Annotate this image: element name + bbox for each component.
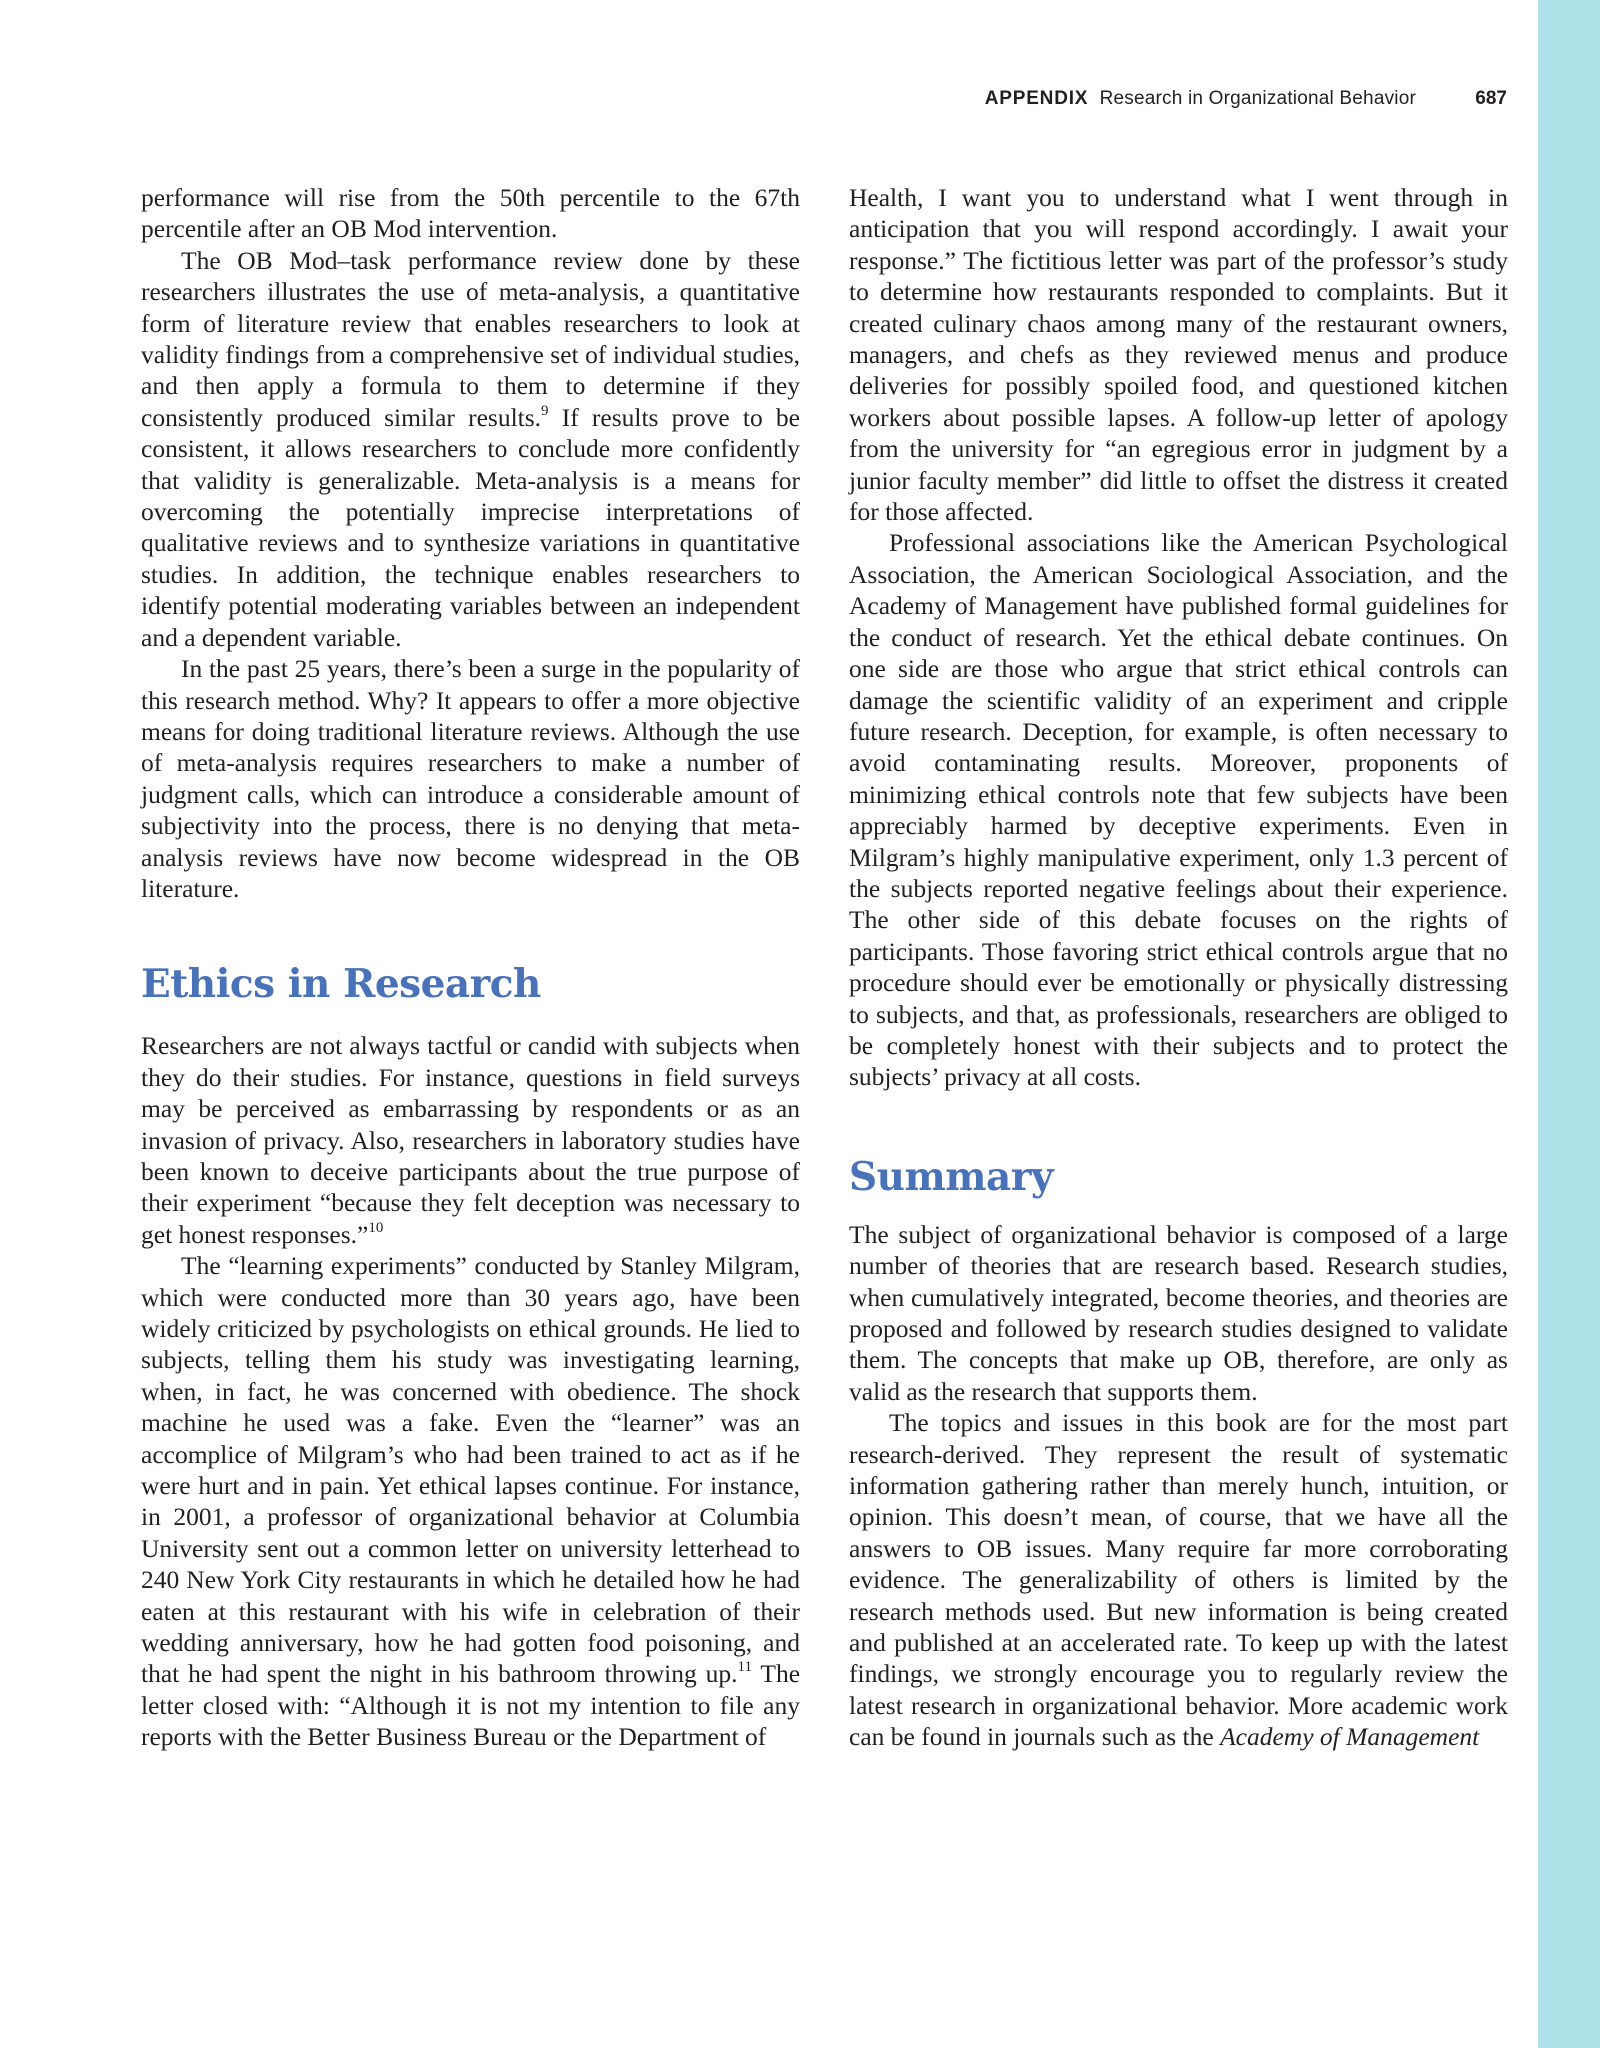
paragraph-text: Researchers are not always tactful or candid with subjects when they do their studies. For instance, questions in field surveys may be perceived as embarrassing by respondents or as an invasion of privacy. Also, researchers in laboratory studies have been known to deceive participants about the true purpose of their experiment “because they felt deception was necessary to get honest responses.” <box>141 1031 800 1249</box>
paragraph <box>849 1407 1508 1752</box>
left-column <box>141 182 800 1753</box>
page-number: 687 <box>1475 88 1507 109</box>
section-heading-ethics: Ethics in Research <box>141 961 541 1008</box>
paragraph <box>849 527 1508 1092</box>
paragraph <box>141 182 800 245</box>
journal-title: Academy of Management <box>1220 1722 1480 1752</box>
footnote-marker: 11 <box>737 1659 752 1676</box>
paragraph-text: The letter closed with: “Although it is not my intention to file any reports with the Better Business Bureau or the Department of <box>141 1659 801 1752</box>
paragraph <box>141 653 800 904</box>
footnote-marker: 9 <box>541 402 549 419</box>
paragraph-text: performance will rise from the 50th percentile to the 67th percentile after an OB Mod intervention. <box>141 183 800 244</box>
section-heading-summary: Summary <box>849 1153 1054 1200</box>
right-column <box>849 182 1508 1753</box>
paragraph <box>141 1030 800 1250</box>
paragraph <box>849 182 1508 527</box>
running-head <box>985 88 1507 118</box>
paragraph-text: The “learning experiments” conducted by Stanley Milgram, which were conducted more than 30 years ago, have been widely criticized by psychologists on ethical grounds. He lied to subjects, telling them his study was investigating learning, when, in fact, he was concerned with obedience. The shock machine he used was a fake. Even the “learner” was an accomplice of Milgram’s who had been trained to act as if he were hurt and in pain. Yet ethical lapses continue. For instance, in 2001, a professor of organizational behavior at Columbia University sent out a common letter on university letterhead to 240 New York City restaurants in which he detailed how he had eaten at this restaurant with his wife in celebration of their wedding anniversary, how he had gotten food poisoning, and that he had spent the night in his bathroom throwing up. <box>141 1251 800 1689</box>
paragraph <box>141 245 800 653</box>
footnote-marker: 10 <box>368 1219 384 1236</box>
running-head-label: APPENDIX <box>984 88 1089 109</box>
paragraph <box>849 1219 1508 1407</box>
paragraph-text: Health, I want you to understand what I went through in anticipation that you will respond accordingly. I await your response.” The fictitious letter was part of the professor’s study to determine how restaurants responded to complaints. But it created culinary chaos among many of the restaurant owners, managers, and chefs as they reviewed menus and produce deliveries for possibly spoiled food, and questioned kitchen workers about possible lapses. A follow-up letter of apology from the university for “an egregious error in judgment by a junior faculty member” did little to offset the distress it created for those affected. <box>849 183 1508 527</box>
running-head-title: Research in Organizational Behavior <box>1099 88 1417 109</box>
decorative-side-band <box>1538 0 1600 2048</box>
paragraph-text: If results prove to be consistent, it allows researchers to conclude more confidently that validity is generalizable. Meta-analysis is a means for overcoming the potentially imprecise interpretations of qualitative reviews and to synthesize variations in quantitative studies. In addition, the technique enables researchers to identify potential moderating variables between an independent and a dependent variable. <box>141 402 800 652</box>
paragraph-text: The OB Mod–task performance review done by these researchers illustrates the use of meta-analysis, a quantitative form of literature review that enables researchers to look at validity findings from a comprehensive set of individual studies, and then apply a formula to them to determine if they consistently produced similar results. <box>141 245 800 432</box>
paragraph-text: Professional associations like the American Psychological Association, the American Sociological Association, and the Academy of Management have published formal guidelines for the conduct of research. Yet the ethical debate continues. On one side are those who argue that strict ethical controls can damage the scientific validity of an experiment and cripple future research. Deception, for example, is often necessary to avoid contaminating results. Moreover, proponents of minimizing ethical controls note that few subjects have been appreciably harmed by deceptive experiments. Even in Milgram’s highly manipulative experiment, only 1.3 percent of the subjects reported negative feelings about their experience. The other side of this debate focuses on the rights of participants. Those favoring strict ethical controls argue that no procedure should ever be emotionally or physically distressing to subjects, and that, as professionals, researchers are obliged to be completely honest with their subjects and to protect the subjects’ privacy at all costs. <box>849 528 1508 1092</box>
paragraph-text: The topics and issues in this book are for the most part research-derived. They represent the result of systematic information gathering rather than merely hunch, intuition, or opinion. This doesn’t mean, of course, that we have all the answers to OB issues. Many require far more corroborating evidence. The generalizability of others is limited by the research methods used. But new information is being created and published at an accelerated rate. To keep up with the latest findings, we strongly encourage you to regularly review the latest research in organizational behavior. More academic work can be found in journals such as the <box>849 1408 1508 1752</box>
paragraph <box>141 1250 800 1753</box>
paragraph-text: In the past 25 years, there’s been a surge in the popularity of this research method. Why? It appears to offer a more objective means for doing traditional literature reviews. Although the use of meta-analysis requires researchers to make a number of judgment calls, which can introduce a considerable amount of subjectivity into the process, there is no denying that meta-analysis reviews have now become widespread in the OB literature. <box>141 654 800 903</box>
paragraph-text: The subject of organizational behavior is composed of a large number of theories that are research based. Research studies, when cumulatively integrated, become theories, and theories are proposed and followed by research studies designed to validate them. The concepts that make up OB, therefore, are only as valid as the research that supports them. <box>849 1219 1508 1406</box>
